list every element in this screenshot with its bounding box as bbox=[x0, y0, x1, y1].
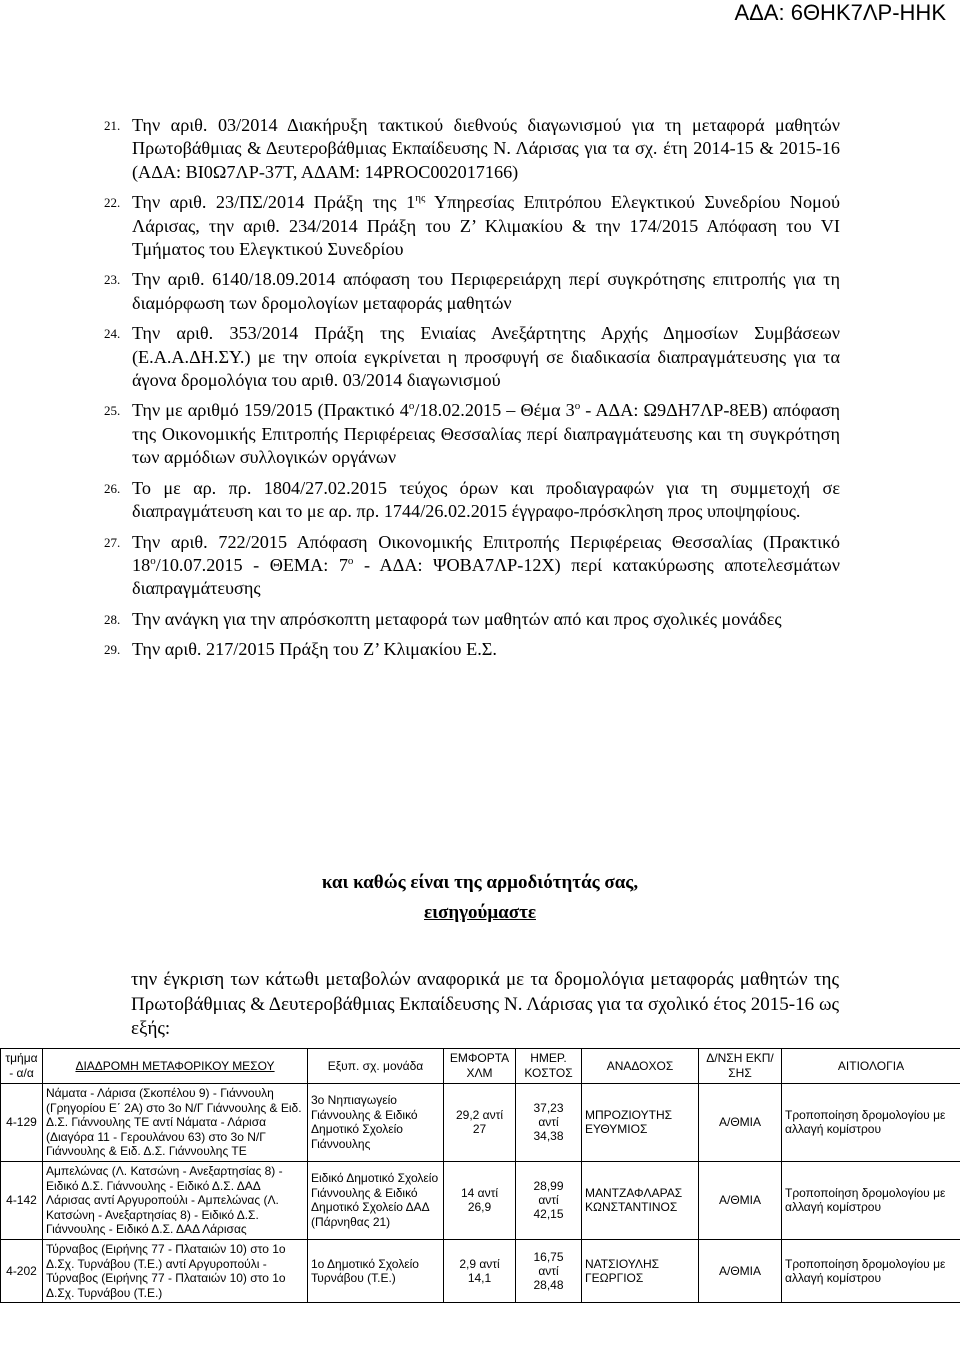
cost-separator: αντί bbox=[538, 1115, 559, 1130]
header-units: Εξυπ. σχ. μονάδα bbox=[308, 1049, 444, 1084]
header-dept: τμήμα - α/α bbox=[1, 1049, 43, 1084]
directorate-cell: Α/ΘΜΙΑ bbox=[699, 1239, 782, 1302]
route-cell: Τύρναβος (Ειρήνης 77 - Πλαταιών 10) στο 1ο Δ.Σχ. Τυρνάβου (Τ.Ε.) αντί Αργυροπούλι - Τύρναβος (Ειρήνης 77 - Πλαταιών 10) στο 1ο Δ.Σχ. Τυρνάβου (Τ.Ε.) bbox=[43, 1239, 308, 1302]
contractor-cell: ΝΑΤΣΙΟΥΛΗΣ ΓΕΩΡΓΙΟΣ bbox=[582, 1239, 699, 1302]
item-text: Την αριθ. 217/2015 Πράξη του Ζ’ Κλιμακίου Ε.Σ. bbox=[132, 639, 497, 660]
header-distance: ΕΜΦΟΡΤΑ ΧΛΜ bbox=[444, 1049, 516, 1084]
distance-new: 14 αντί bbox=[460, 1186, 499, 1201]
list-item bbox=[104, 322, 840, 392]
routes-table bbox=[0, 1048, 960, 1303]
distance-old: 14,1 bbox=[467, 1271, 492, 1286]
reason-cell: Τροποποίηση δρομολογίου με αλλαγή κομίστρου bbox=[782, 1084, 960, 1162]
list-item bbox=[104, 399, 840, 469]
header-directorate: Δ/ΝΣΗ ΕΚΠ/ΣΗΣ bbox=[699, 1049, 782, 1084]
cost-new: 37,23 bbox=[533, 1101, 564, 1116]
distance-new: 29,2 αντί bbox=[455, 1108, 504, 1123]
list-item bbox=[104, 477, 840, 524]
directorate-cell: Α/ΘΜΙΑ bbox=[699, 1161, 782, 1239]
item-number: 29. bbox=[104, 642, 121, 658]
list-item bbox=[104, 114, 840, 184]
item-superscript: ο bbox=[347, 554, 354, 567]
dept-cell: 4-142 bbox=[1, 1161, 43, 1239]
item-number: 23. bbox=[104, 272, 121, 288]
list-item bbox=[104, 638, 840, 661]
dept-cell: 4-202 bbox=[1, 1239, 43, 1302]
list-item bbox=[104, 268, 840, 315]
header-reason: ΑΙΤΙΟΛΟΓΙΑ bbox=[782, 1049, 960, 1084]
item-text: Την αριθ. 03/2014 Διακήρυξη τακτικού διεθνούς διαγωνισμού για τη μεταφορά μαθητών Πρωτοβάθμιας & Δευτεροβάθμιας Εκπαίδευσης Ν. Λάρισας για τα σχ. έτη 2014-15 & 2015-16 (ΑΔΑ: ΒΙ0Ω7ΛΡ-37Τ, ΑΔΑΜ: 14PROC002017166) bbox=[132, 115, 840, 182]
cost-separator: αντί bbox=[538, 1264, 559, 1279]
item-text: Την αριθ. 353/2014 Πράξη της Ενιαίας Ανεξάρτητης Αρχής Δημοσίων Συμβάσεων (Ε.Α.Α.ΔΗ.ΣΥ.) με την οποία εγκρίνεται η προσφυγή σε διαδικασία διαπραγμάτευσης για τα άγονα δρομολόγια του αριθ. 03/2014 διαγωνισμού bbox=[132, 323, 840, 391]
units-cell: Ειδικό Δημοτικό Σχολείο Γιάννουλης & Ειδικό Δημοτικό Σχολείο ΔΑΔ (Πάρνηθας 21) bbox=[308, 1161, 444, 1239]
item-superscript: ο bbox=[574, 400, 581, 413]
cost-cell bbox=[516, 1239, 582, 1302]
directorate-cell: Α/ΘΜΙΑ bbox=[699, 1084, 782, 1162]
item-text: - ΑΔΑ: ΨΟΒΑ7ΛΡ-12Χ) περί κατακύρωσης αποτελεσμάτων διαπραγμάτευσης bbox=[132, 554, 840, 599]
item-text: /18.02.2015 – Θέμα 3 bbox=[414, 400, 575, 421]
item-text: Την αριθ. 6140/18.09.2014 απόφαση του Περιφερειάρχη περί συγκρότησης επιτροπής για τη διαμόρφωση των δρομολογίων μεταφοράς μαθητών bbox=[132, 269, 840, 313]
contractor-cell: ΜΠΡΟΖΙΟΥΤΗΣ ΕΥΘΥΜΙΟΣ bbox=[582, 1084, 699, 1162]
item-superscript: ο bbox=[150, 554, 156, 567]
reason-cell: Τροποποίηση δρομολογίου με αλλαγή κομίστρου bbox=[782, 1239, 960, 1302]
considerations-list bbox=[104, 114, 840, 669]
list-item bbox=[104, 191, 840, 261]
cost-cell bbox=[516, 1084, 582, 1162]
item-number: 25. bbox=[104, 403, 121, 419]
distance-cell bbox=[444, 1161, 516, 1239]
item-superscript: ης bbox=[415, 192, 426, 205]
header-cost: ΗΜΕΡ. ΚΟΣΤΟΣ bbox=[516, 1049, 582, 1084]
cost-old: 34,38 bbox=[533, 1129, 564, 1144]
table-header-row bbox=[1, 1049, 960, 1084]
item-text: Το με αρ. πρ. 1804/27.02.2015 τεύχος όρων και προδιαγραφών για τη συμμετοχή σε διαπραγμάτευση και το με αρ. πρ. 1744/26.02.2015 έγγραφο-πρόσκληση προς υποψηφίους. bbox=[132, 477, 840, 522]
cost-new: 28,99 bbox=[533, 1179, 564, 1194]
ada-code: ΑΔΑ: 6ΘΗΚ7ΛΡ-ΗΗΚ bbox=[734, 0, 946, 25]
units-cell: 3ο Νηπιαγωγείο Γιάννουλης & Ειδικό Δημοτικό Σχολείο Γιάννουλης bbox=[308, 1084, 444, 1162]
item-number: 21. bbox=[104, 118, 121, 133]
item-text: Την αριθ. 23/ΠΣ/2014 Πράξη της 1 bbox=[132, 192, 416, 213]
distance-old: 26,9 bbox=[467, 1200, 492, 1215]
header-contractor: ΑΝΑΔΟΧΟΣ bbox=[582, 1049, 699, 1084]
section-heading: και καθώς είναι της αρμοδιότητάς σας, bbox=[321, 872, 639, 893]
route-cell: Νάματα - Λάρισα (Σκοπέλου 9) - Γιάννουλη (Γρηγορίου Ε΄ 2Α) στο 3ο Ν/Γ Γιάννουλης & Ειδ. Δ.Σ. Γιάννουλης ΤΕ αντί Νάματα - Λάρισα (Διαγόρα 11 - Γερουλάνου 63) στο 3ο Ν/Γ Γιάννουλης & Ειδ. Δ.Σ. Γιάννουλης ΤΕ bbox=[43, 1084, 308, 1162]
proposal-heading: εισηγούμαστε bbox=[424, 902, 536, 923]
table-row bbox=[1, 1161, 960, 1239]
distance-cell bbox=[444, 1239, 516, 1302]
distance-new: 2,9 αντί bbox=[459, 1257, 500, 1272]
dept-cell: 4-129 bbox=[1, 1084, 43, 1162]
reason-cell: Τροποποίηση δρομολογίου με αλλαγή κομίστρου bbox=[782, 1161, 960, 1239]
distance-cell bbox=[444, 1084, 516, 1162]
units-cell: 1ο Δημοτικό Σχολείο Τυρνάβου (Τ.Ε.) bbox=[308, 1239, 444, 1302]
item-number: 22. bbox=[104, 195, 121, 211]
list-item bbox=[104, 531, 840, 601]
item-superscript: ο bbox=[408, 400, 415, 413]
route-cell: Αμπελώνας (Λ. Κατσώνη - Ανεξαρτησίας 8) - Ειδικό Δ.Σ. Γιάννουλης - Ειδικό Δ.Σ. ΔΑΔ Λάρισας αντί Αργυροπούλι - Αμπελώνας (Λ. Κατσώνη - Ανεξαρτησίας 8) - Ειδικό Δ.Σ. Γιάννουλης - Ειδικό Δ.Σ. ΔΑΔ Λάρισας bbox=[43, 1161, 308, 1239]
table-row bbox=[1, 1084, 960, 1162]
table-row bbox=[1, 1239, 960, 1302]
item-text: Την με αριθμό 159/2015 (Πρακτικό 4 bbox=[132, 400, 409, 421]
cost-separator: αντί bbox=[538, 1193, 559, 1208]
item-number: 26. bbox=[104, 480, 121, 496]
item-text: /10.07.2015 - ΘΕΜΑ: 7 bbox=[155, 554, 348, 575]
intro-paragraph: την έγκριση των κάτωθι μεταβολών αναφορικά με τα δρομολόγια μεταφοράς μαθητών της Πρωτοβάθμιας & Δευτεροβάθμιας Εκπαίδευσης Ν. Λάρισας για τα σχολικό έτος 2015-16 ως εξής: bbox=[131, 969, 839, 1039]
header-route: ΔΙΑΔΡΟΜΗ ΜΕΤΑΦΟΡΙΚΟΥ ΜΕΣΟΥ bbox=[43, 1049, 308, 1084]
contractor-cell: ΜΑΝΤΖΑΦΛΑΡΑΣ ΚΩΝΣΤΑΝΤΙΝΟΣ bbox=[582, 1161, 699, 1239]
list-item bbox=[104, 608, 840, 631]
cost-old: 28,48 bbox=[533, 1278, 564, 1293]
item-text: Την ανάγκη για την απρόσκοπτη μεταφορά των μαθητών από και προς σχολικές μονάδες bbox=[132, 608, 782, 629]
distance-old: 27 bbox=[472, 1122, 487, 1137]
item-number: 24. bbox=[104, 326, 121, 342]
cost-cell bbox=[516, 1161, 582, 1239]
item-text: Την αριθ. 722/2015 Απόφαση Οικονομικής Επιτροπής Περιφέρειας Θεσσαλίας (Πρακτικό 18 bbox=[132, 531, 840, 575]
cost-new: 16,75 bbox=[533, 1250, 564, 1265]
item-number: 28. bbox=[104, 611, 121, 627]
item-number: 27. bbox=[104, 534, 121, 550]
item-text: - ΑΔΑ: Ω9ΔΗ7ΛΡ-8ΕΒ) απόφαση της Οικονομικής Επιτροπής Περιφέρειας Θεσσαλίας περί διαπραγμάτευσης και τη συγκρότηση των αρμόδιων συλλογικών οργάνων bbox=[132, 400, 841, 468]
item-text: Υπηρεσίας Επιτρόπου Ελεγκτικού Συνεδρίου Νομού Λάρισας, την αριθ. 234/2014 Πράξη του Ζ’ Κλιμακίου & την 174/2015 Απόφαση του VI Τμήματος του Ελεγκτικού Συνεδρίου bbox=[132, 192, 840, 260]
cost-old: 42,15 bbox=[533, 1207, 564, 1222]
